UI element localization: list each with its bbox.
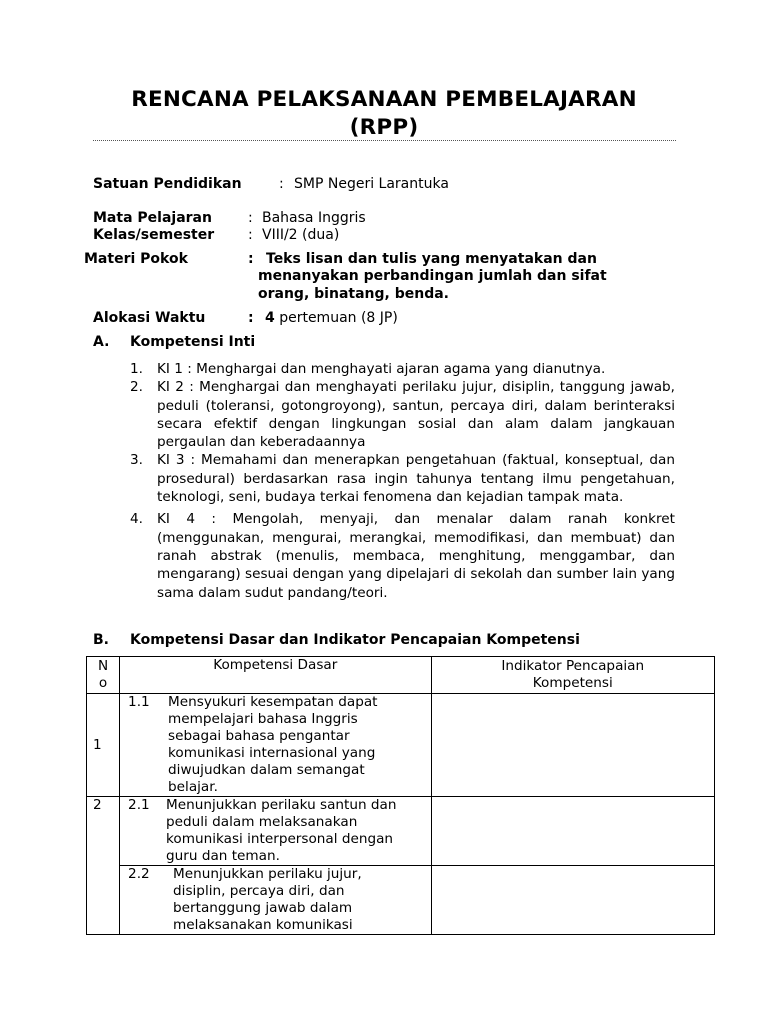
- row-indikator: [431, 694, 714, 797]
- header-indikator: Indikator Pencapaian Kompetensi: [431, 657, 714, 694]
- kelas-colon: :: [248, 227, 253, 243]
- alokasi-value: [265, 309, 398, 327]
- section-a-letter: A.: [93, 334, 110, 350]
- alokasi-colon: :: [248, 310, 254, 326]
- kd-number: 1.1: [128, 694, 150, 710]
- ki-list: [130, 360, 675, 602]
- document-title: [92, 86, 676, 142]
- alokasi-number: 4: [265, 310, 275, 326]
- title-line-2: (RPP): [349, 115, 419, 140]
- row-kd: [120, 797, 431, 866]
- header-no: N o: [87, 657, 120, 694]
- satuan-value: SMP Negeri Larantuka: [294, 176, 449, 192]
- row-indikator: [431, 866, 714, 935]
- alokasi-unit: pertemuan (8 JP): [279, 310, 398, 326]
- ki-item-text: KI 1 : Menghargai dan menghayati ajaran agama yang dianutnya.: [157, 361, 606, 377]
- table-header-row: [87, 657, 715, 694]
- table-row: [87, 797, 715, 866]
- ki-item-number: 1.: [130, 361, 143, 377]
- table-row: [87, 866, 715, 935]
- ki-item-number: 3.: [130, 452, 143, 469]
- kd-text: Menunjukkan perilaku jujur, disiplin, percaya diri, dan bertanggung jawab dalam melaksanakan komunikasi: [173, 866, 362, 933]
- materi-line-1: Teks lisan dan tulis yang menyatakan dan: [266, 251, 597, 267]
- row-kd: [120, 694, 431, 797]
- materi-colon: :: [248, 251, 254, 267]
- ki-item-number: 2.: [130, 379, 143, 396]
- section-a-title: Kompetensi Inti: [130, 334, 256, 350]
- header-kompetensi-dasar: Kompetensi Dasar: [120, 657, 431, 694]
- table-row: [87, 694, 715, 797]
- kd-text: Menunjukkan perilaku santun dan peduli dalam melaksanakan komunikasi interpersonal dengan guru dan teman.: [166, 797, 397, 864]
- materi-line-3: orang, binatang, benda.: [258, 286, 449, 302]
- row-no: 1: [87, 694, 120, 797]
- alokasi-label: Alokasi Waktu: [93, 310, 206, 326]
- kd-number: 2.1: [128, 797, 150, 813]
- row-no: 2: [87, 797, 120, 935]
- ki-item: [130, 360, 675, 378]
- row-indikator: [431, 797, 714, 866]
- title-divider: [93, 140, 676, 141]
- section-b-title: Kompetensi Dasar dan Indikator Pencapaian Kompetensi: [130, 632, 580, 648]
- ki-item: [130, 378, 675, 451]
- ki-item-text: KI 2 : Menghargai dan menghayati perilaku jujur, disiplin, tanggung jawab, peduli (toleransi, gotongroyong), santun, percaya diri, dalam berinteraksi secara efektif dengan lingkungan sosial dan alam dalam jangkauan pergaulan dan keberadaannya: [157, 379, 675, 451]
- kd-number: 2.2: [128, 866, 150, 882]
- kd-table: [86, 656, 715, 935]
- ki-item-text: KI 3 : Memahami dan menerapkan pengetahuan (faktual, konseptual, dan prosedural) berdasarkan rasa ingin tahunya tentang ilmu pengetahuan, teknologi, seni, budaya terkai fenomena dan kejadian tampak mata.: [157, 452, 675, 506]
- kelas-value: VIII/2 (dua): [262, 227, 340, 243]
- mapel-value: Bahasa Inggris: [262, 210, 366, 226]
- ki-item-text: KI 4 : Mengolah, menyaji, dan menalar dalam ranah konkret (menggunakan, mengurai, merangkai, memodifikasi, dan membuat) dan ranah abstrak (menulis, membaca, menghitung, menggambar, dan mengarang) sesuai dengan yang dipelajari di sekolah dan sumber lain yang sama dalam sudut pandang/teori.: [157, 511, 675, 601]
- title-line-1: RENCANA PELAKSANAAN PEMBELAJARAN: [131, 87, 637, 112]
- satuan-colon: :: [279, 176, 284, 192]
- mapel-colon: :: [248, 210, 253, 226]
- satuan-label: Satuan Pendidikan: [93, 176, 242, 192]
- ki-item-number: 4.: [130, 511, 143, 528]
- materi-line-2: menanyakan perbandingan jumlah dan sifat: [258, 268, 607, 284]
- ki-item: [130, 451, 675, 506]
- ki-item: [130, 510, 675, 601]
- kelas-label: Kelas/semester: [93, 227, 215, 243]
- kd-text: Mensyukuri kesempatan dapat mempelajari bahasa Inggris sebagai bahasa pengantar komunikasi internasional yang diwujudkan dalam semangat belajar.: [168, 694, 378, 795]
- section-b-letter: B.: [93, 632, 109, 648]
- materi-label: Materi Pokok: [84, 251, 188, 267]
- mapel-label: Mata Pelajaran: [93, 210, 212, 226]
- row-kd: [120, 866, 431, 935]
